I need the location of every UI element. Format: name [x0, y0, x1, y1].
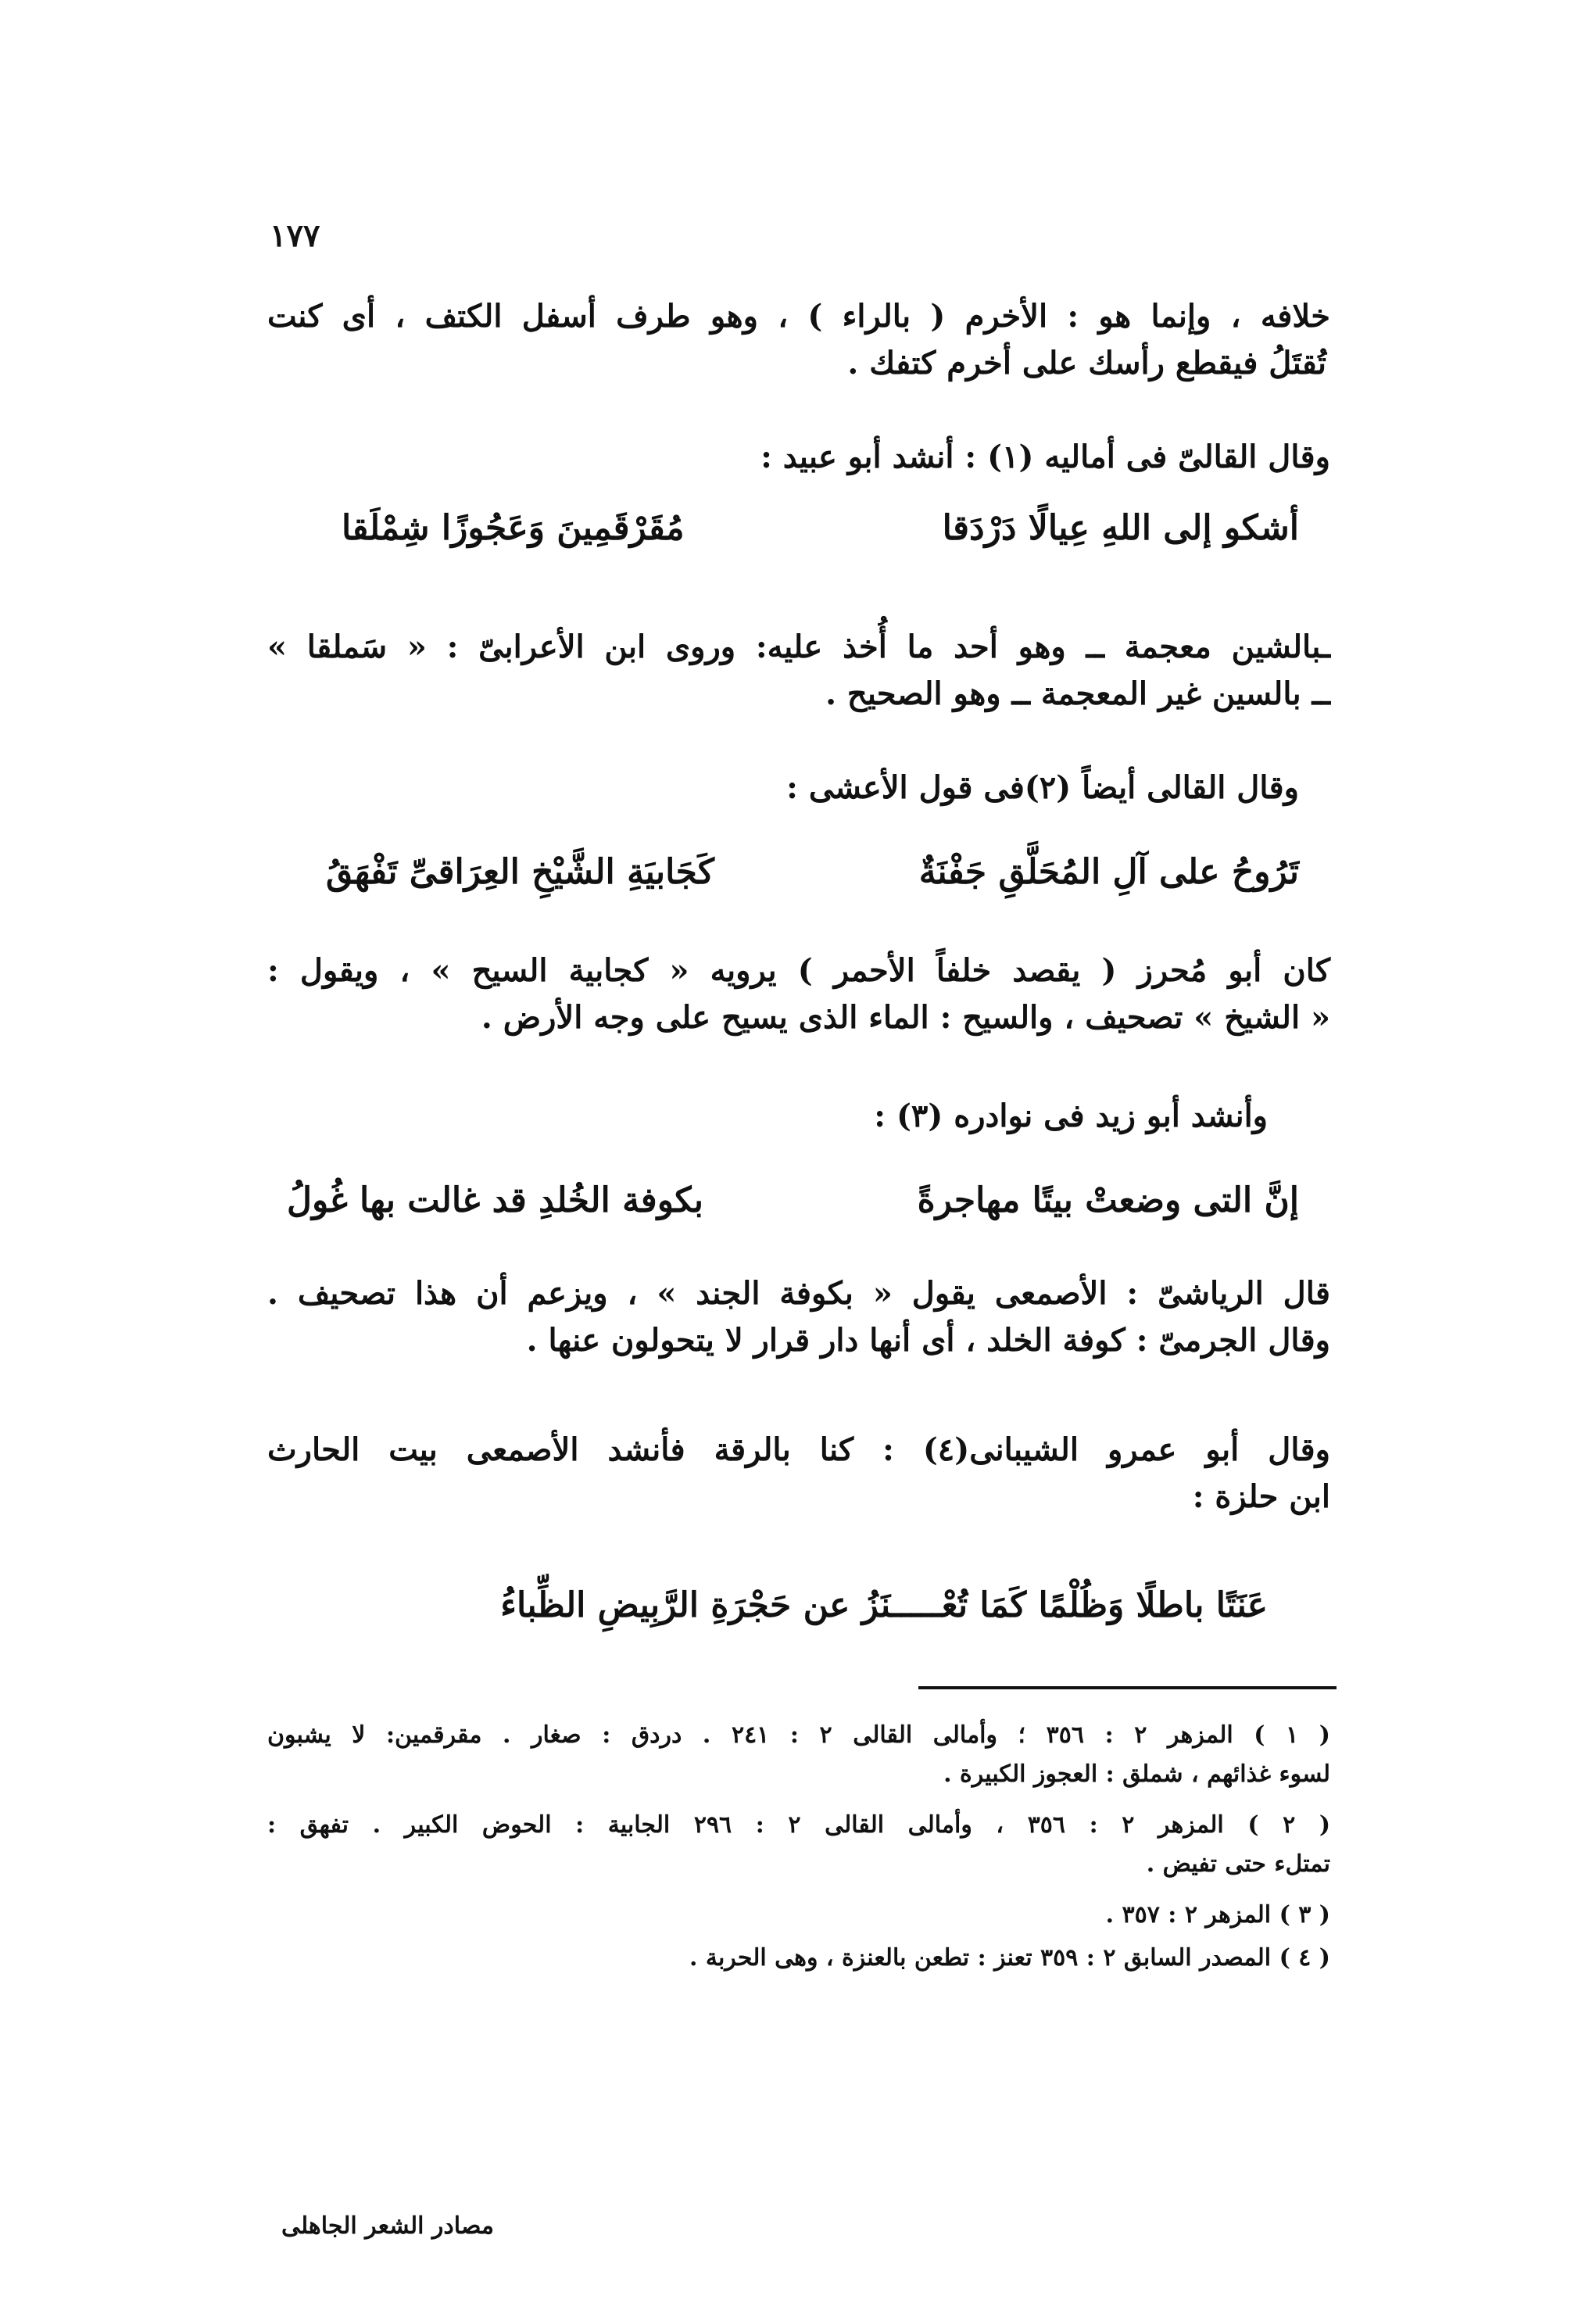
footnote-line: لسوء غذائهم ، شملق : العجوز الكبيرة . — [943, 1760, 1330, 1788]
footnote-4 — [267, 1939, 1330, 1978]
paragraph-4 — [267, 765, 1330, 811]
footnote-line: ( ١ ) المزهر ٢ : ٣٥٦ ؛ وأمالى القالى ٢ : ٢٤١ . دردق : صغار . مقرقمين: لا يشبون — [267, 1721, 1330, 1749]
text-line: وقال أبو عمرو الشيبانى(٤) : كنا بالرقة فأنشد الأصمعى بيت الحارث — [267, 1431, 1330, 1468]
text-line: وقال القالى أيضاً (٢)فى قول الأعشى : — [786, 769, 1299, 806]
verse-hemistich-first: تَرُوحُ على آلِ المُحَلَّقِ جَفْنَةٌ — [918, 852, 1299, 892]
text-line: خلافه ، وإنما هو : الأخرم ( بالراء ) ، وهو طرف أسفل الكتف ، أى كنت — [267, 298, 1330, 335]
footnote-line: ( ٢ ) المزهر ٢ : ٣٥٦ ، وأمالى القالى ٢ : ٢٩٦ الجابية : الحوض الكبير . تفهق : — [267, 1811, 1331, 1839]
paragraph-7 — [267, 1270, 1330, 1364]
verse-3 — [267, 1180, 1330, 1243]
paragraph-8 — [267, 1427, 1330, 1520]
page-number: ١٧٧ — [270, 217, 320, 254]
footnote-2 — [267, 1806, 1330, 1884]
text-line: وقال الجرمىّ : كوفة الخلد ، أى أنها دار قرار لا يتحولون عنها . — [526, 1322, 1330, 1359]
verse-hemistich-second: كَجَابيَةِ الشَّيْخِ العِرَاقىِّ تَفْهَقُ — [326, 852, 714, 892]
verse-hemistich-first: أشكو إلى اللهِ عِيالًا دَرْدَقا — [942, 508, 1299, 548]
verse-2 — [267, 852, 1330, 915]
verse-hemistich-second: مُقَرْقَمِينَ وَعَجُوزًا شِمْلَقا — [342, 508, 685, 548]
text-line: كان أبو مُحرز ( يقصد خلفاً الأحمر ) يرويه « كجابية السيح » ، ويقول : — [267, 952, 1330, 989]
paragraph-6 — [267, 1093, 1330, 1140]
verse-hemistich-second: بكوفة الخُلدِ قد غالت بها غُولُ — [287, 1180, 703, 1220]
verse-hemistich-first: إنَّ التى وضعتْ بيتًا مهاجرةً — [917, 1180, 1299, 1220]
paragraph-2 — [267, 434, 1330, 481]
verse-1 — [267, 508, 1330, 571]
text-line: ـبالشين معجمة ــ وهو أحد ما أُخذ عليه: وروى ابن الأعرابىّ : « سَملقا » — [267, 629, 1330, 665]
footnote-line: ( ٤ ) المصدر السابق ٢ : ٣٥٩ تعنز : تطعن بالعنزة ، وهى الحربة . — [689, 1944, 1330, 1972]
text-line: « الشيخ » تصحيف ، والسيح : الماء الذى يسيح على وجه الأرض . — [481, 999, 1330, 1036]
footnote-3 — [267, 1896, 1330, 1935]
text-line: تُقتَلُ فيقطع رأسك على أخرم كتفك . — [847, 345, 1326, 381]
verse-line: عَنَتًا باطلًا وَظُلْمًا كَمَا تُعْـــــنَزُ عن حَجْرَةِ الرَّبِيضِ الظِّباءُ — [500, 1585, 1268, 1625]
footnote-line: ( ٣ ) المزهر ٢ : ٣٥٧ . — [1105, 1901, 1330, 1929]
footnote-separator — [918, 1686, 1337, 1689]
paragraph-3 — [267, 624, 1330, 718]
footnote-line: تمتلء حتى تفيض . — [1146, 1850, 1330, 1878]
paragraph-5 — [267, 947, 1330, 1041]
verse-4 — [267, 1585, 1330, 1648]
paragraph-1 — [267, 293, 1330, 387]
text-line: ابن حلزة : — [1192, 1478, 1330, 1515]
text-line: وأنشد أبو زيد فى نوادره (٣) : — [874, 1098, 1268, 1134]
text-line: ــ بالسين غير المعجمة ــ وهو الصحيح . — [825, 675, 1330, 712]
text-line: قال الرياشىّ : الأصمعى يقول « بكوفة الجند » ، ويزعم أن هذا تصحيف . — [267, 1275, 1330, 1312]
text-line: وقال القالىّ فى أماليه (١) : أنشد أبو عبيد : — [760, 439, 1330, 475]
running-footer: مصادر الشعر الجاهلى — [281, 2212, 494, 2240]
footnote-1 — [267, 1716, 1330, 1794]
